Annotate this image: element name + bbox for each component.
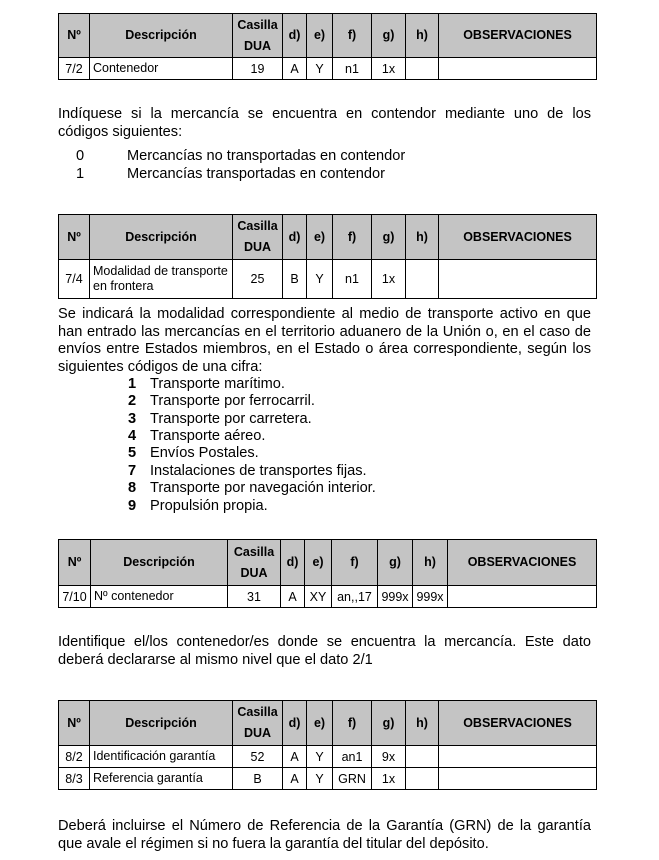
table-header-row xyxy=(59,540,597,586)
code-item xyxy=(128,428,265,446)
code-number: 2 xyxy=(128,393,137,409)
cell-g: 999x xyxy=(378,586,413,608)
cell-observaciones xyxy=(439,260,597,299)
header-observaciones: OBSERVACIONES xyxy=(439,701,597,746)
code-number: 8 xyxy=(128,480,137,496)
code-item xyxy=(128,445,259,463)
header-observaciones: OBSERVACIONES xyxy=(448,540,597,586)
cell-d: A xyxy=(283,768,307,790)
cell-casilla: 19 xyxy=(233,58,283,80)
header-g: g) xyxy=(378,540,413,586)
header-h: h) xyxy=(413,540,448,586)
header-h: h) xyxy=(406,215,439,260)
header-numero: Nº xyxy=(59,215,90,260)
code-item xyxy=(128,393,315,411)
header-d: d) xyxy=(283,701,307,746)
table-7-10 xyxy=(58,539,597,608)
cell-observaciones xyxy=(439,768,597,790)
cell-f: GRN xyxy=(333,768,372,790)
code-number: 1 xyxy=(75,166,85,182)
header-observaciones: OBSERVACIONES xyxy=(439,215,597,260)
code-text: Mercancías no transportadas en contendor xyxy=(127,148,406,164)
cell-casilla: B xyxy=(233,768,283,790)
section3-paragraph: Identifique el/los contenedor/es donde se encuentra la mercancía. Este dato deberá declararse al mismo nivel que el dato 2/1 xyxy=(58,634,591,668)
cell-d: A xyxy=(283,746,307,768)
header-descripcion: Descripción xyxy=(91,540,228,586)
cell-numero: 8/2 xyxy=(59,746,90,768)
table-8-2-8-3 xyxy=(58,700,597,790)
code-item xyxy=(128,480,376,498)
table-row xyxy=(59,768,597,790)
cell-observaciones xyxy=(448,586,597,608)
table-header-row xyxy=(59,215,597,260)
code-text: Transporte por ferrocarril. xyxy=(150,393,315,409)
code-item xyxy=(128,411,312,429)
cell-descripcion: Referencia garantía xyxy=(90,768,233,790)
cell-e: Y xyxy=(307,768,333,790)
code-number: 3 xyxy=(128,411,137,427)
header-e: e) xyxy=(307,701,333,746)
code-number: 5 xyxy=(128,445,137,461)
code-number: 4 xyxy=(128,428,137,444)
cell-e: Y xyxy=(307,260,333,299)
cell-casilla: 31 xyxy=(228,586,281,608)
cell-observaciones xyxy=(439,58,597,80)
table-header-row xyxy=(59,14,597,58)
cell-numero: 7/4 xyxy=(59,260,90,299)
cell-numero: 7/2 xyxy=(59,58,90,80)
code-number: 9 xyxy=(128,498,137,514)
code-item xyxy=(128,498,268,516)
header-g: g) xyxy=(372,14,406,58)
cell-e: Y xyxy=(307,746,333,768)
cell-g: 1x xyxy=(372,58,406,80)
cell-descripcion: Modalidad de transporte en frontera xyxy=(90,260,233,299)
header-g: g) xyxy=(372,215,406,260)
header-f: f) xyxy=(333,701,372,746)
table-row xyxy=(59,746,597,768)
cell-f: an,,17 xyxy=(332,586,378,608)
cell-d: A xyxy=(281,586,305,608)
header-d: d) xyxy=(283,215,307,260)
section2-paragraph: Se indicará la modalidad correspondiente al medio de transporte activo en que han entrado las mercancías en el territorio aduanero de la Unión o, en el caso de envíos entre Estados miembros, en el Estado o área correspondiente, según los siguientes códigos de una cifra: xyxy=(58,306,591,375)
code-text: Mercancías transportadas en contendor xyxy=(127,166,385,182)
header-descripcion: Descripción xyxy=(90,215,233,260)
header-casilla-dua: Casilla DUA xyxy=(233,14,283,58)
code-text: Envíos Postales. xyxy=(150,445,259,461)
table-row xyxy=(59,586,597,608)
cell-descripcion: Identificación garantía xyxy=(90,746,233,768)
code-item xyxy=(128,463,367,481)
cell-d: B xyxy=(283,260,307,299)
table-row xyxy=(59,58,597,80)
cell-numero: 7/10 xyxy=(59,586,91,608)
cell-g: 9x xyxy=(372,746,406,768)
header-numero: Nº xyxy=(59,540,91,586)
cell-observaciones xyxy=(439,746,597,768)
header-d: d) xyxy=(281,540,305,586)
code-text: Transporte aéreo. xyxy=(150,428,266,444)
cell-e: XY xyxy=(305,586,332,608)
cell-descripcion: Nº contenedor xyxy=(91,586,228,608)
code-number: 7 xyxy=(128,463,137,479)
header-f: f) xyxy=(333,14,372,58)
header-f: f) xyxy=(332,540,378,586)
cell-h: 999x xyxy=(413,586,448,608)
cell-g: 1x xyxy=(372,768,406,790)
code-text: Transporte marítimo. xyxy=(150,376,285,392)
code-text: Instalaciones de transportes fijas. xyxy=(150,463,367,479)
header-descripcion: Descripción xyxy=(90,701,233,746)
cell-f: n1 xyxy=(333,260,372,299)
code-item xyxy=(128,376,285,394)
code-text: Transporte por carretera. xyxy=(150,411,312,427)
table-header-row xyxy=(59,701,597,746)
table-7-2 xyxy=(58,13,597,80)
cell-numero: 8/3 xyxy=(59,768,90,790)
cell-f: n1 xyxy=(333,58,372,80)
section4-paragraph: Deberá incluirse el Número de Referencia de la Garantía (GRN) de la garantía que avale el régimen si no fuera la garantía del titular del depósito. xyxy=(58,818,591,852)
header-numero: Nº xyxy=(59,14,90,58)
header-casilla-dua: Casilla DUA xyxy=(233,215,283,260)
cell-h xyxy=(406,768,439,790)
header-h: h) xyxy=(406,14,439,58)
cell-h xyxy=(406,260,439,299)
header-f: f) xyxy=(333,215,372,260)
header-d: d) xyxy=(283,14,307,58)
code-number: 1 xyxy=(128,376,137,392)
cell-e: Y xyxy=(307,58,333,80)
table-row xyxy=(59,260,597,299)
code-text: Propulsión propia. xyxy=(150,498,268,514)
section1-paragraph: Indíquese si la mercancía se encuentra en contendor mediante uno de los códigos siguientes: xyxy=(58,106,591,140)
cell-h xyxy=(406,58,439,80)
header-g: g) xyxy=(372,701,406,746)
cell-casilla: 52 xyxy=(233,746,283,768)
header-casilla-dua: Casilla DUA xyxy=(233,701,283,746)
header-casilla-dua: Casilla DUA xyxy=(228,540,281,586)
header-observaciones: OBSERVACIONES xyxy=(439,14,597,58)
header-h: h) xyxy=(406,701,439,746)
cell-h xyxy=(406,746,439,768)
table-7-4 xyxy=(58,214,597,299)
cell-d: A xyxy=(283,58,307,80)
cell-f: an1 xyxy=(333,746,372,768)
header-descripcion: Descripción xyxy=(90,14,233,58)
code-text: Transporte por navegación interior. xyxy=(150,480,376,496)
cell-descripcion: Contenedor xyxy=(90,58,233,80)
header-numero: Nº xyxy=(59,701,90,746)
header-e: e) xyxy=(307,215,333,260)
cell-casilla: 25 xyxy=(233,260,283,299)
cell-g: 1x xyxy=(372,260,406,299)
code-number: 0 xyxy=(75,148,85,164)
header-e: e) xyxy=(307,14,333,58)
header-e: e) xyxy=(305,540,332,586)
